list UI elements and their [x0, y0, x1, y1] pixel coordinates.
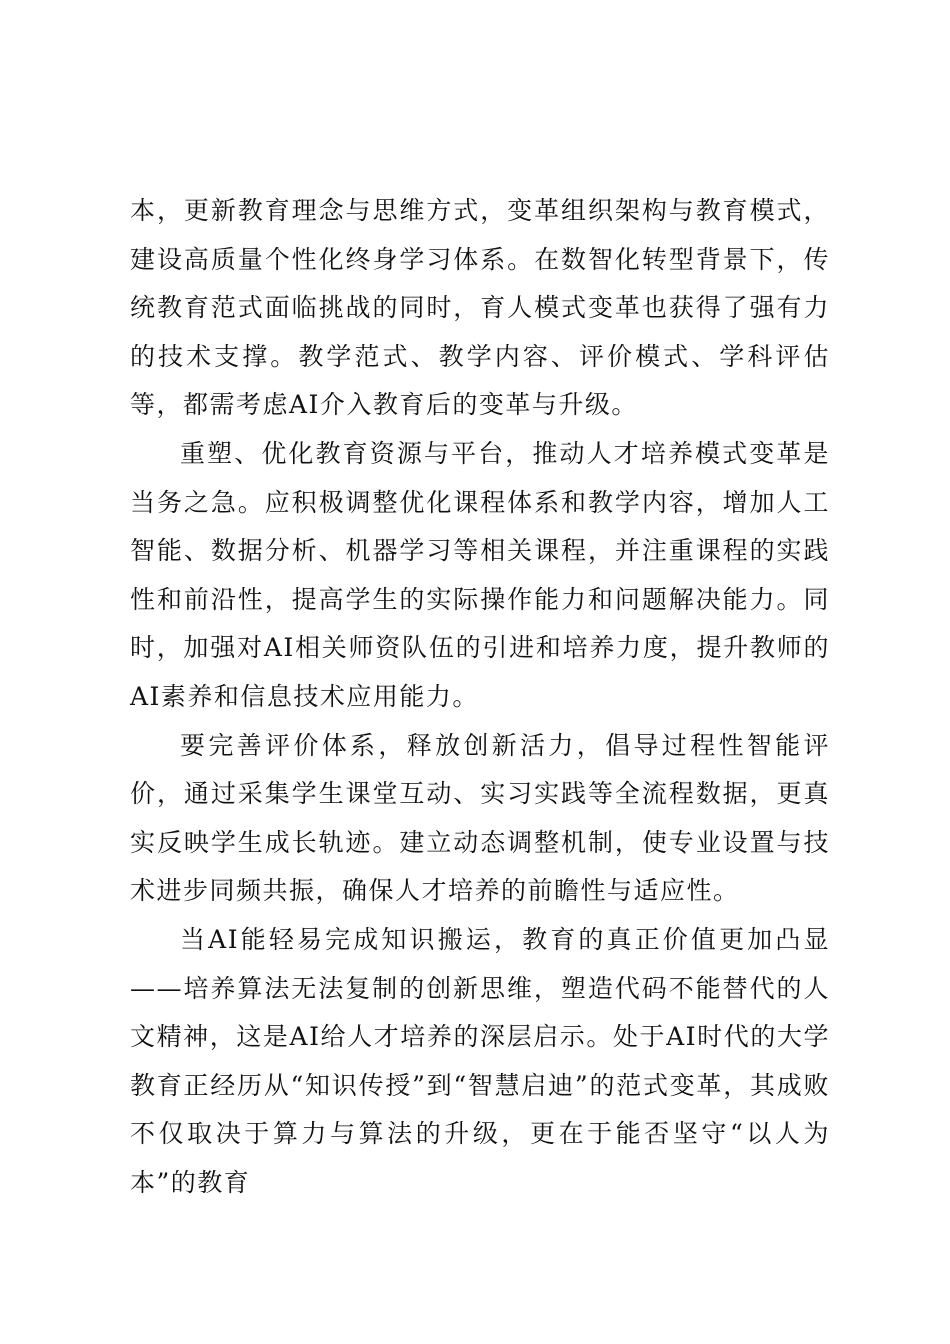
- paragraph-1: 本，更新教育理念与思维方式，变革组织架构与教育模式，建设高质量个性化终身学习体系。在数智化转型背景下，传统教育范式面临挑战的同时，育人模式变革也获得了强有力的技术支撑。教学范式、教学内容、评价模式、学科评估等，都需考虑AI介入教育后的变革与升级。: [130, 196, 830, 420]
- paragraph-4: 当AI能轻易完成知识搬运，教育的真正价值更加凸显——培养算法无法复制的创新思维，塑造代码不能替代的人文精神，这是AI给人才培养的深层启示。处于AI时代的大学教育正经历从“知识传授”到“智慧启迪”的范式变革，其成败不仅取决于算力与算法的升级，更在于能否坚守“以人为本”的教育: [130, 924, 830, 1197]
- paragraph-2: 重塑、优化教育资源与平台，推动人才培养模式变革是当务之急。应积极调整优化课程体系和教学内容，增加人工智能、数据分析、机器学习等相关课程，并注重课程的实践性和前沿性，提高学生的实际操作能力和问题解决能力。同时，加强对AI相关师资队伍的引进和培养力度，提升教师的AI素养和信息技术应用能力。: [130, 438, 830, 711]
- paragraph-3: 要完善评价体系，释放创新活力，倡导过程性智能评价，通过采集学生课堂互动、实习实践等全流程数据，更真实反映学生成长轨迹。建立动态调整机制，使专业设置与技术进步同频共振，确保人才培养的前瞻性与适应性。: [130, 730, 830, 906]
- document-body: [130, 187, 830, 1207]
